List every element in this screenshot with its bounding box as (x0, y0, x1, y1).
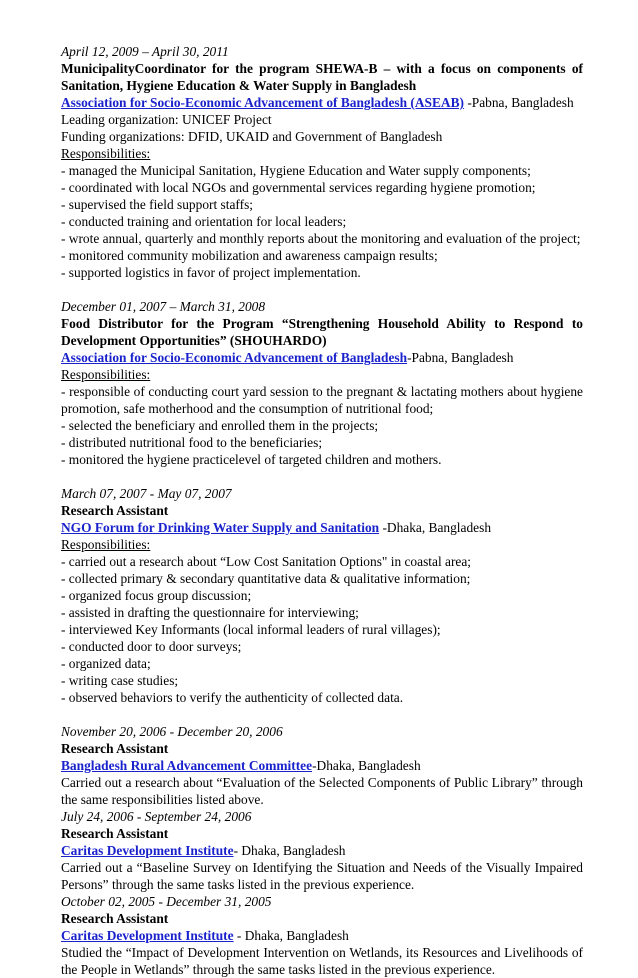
entry-title: Research Assistant (61, 911, 169, 926)
responsibility-item: - responsible of conducting court yard session to the pregnant & lactating mothers about hygiene promotion, safe motherhood and the consumption of nutritional food; (61, 384, 583, 416)
experience-entry (61, 43, 583, 281)
organization-link[interactable]: NGO Forum for Drinking Water Supply and Sanitation (61, 520, 380, 535)
experience-entry (61, 893, 583, 978)
entry-location: -Dhaka, Bangladesh (379, 520, 492, 535)
entry-date: December 01, 2007 – March 31, 2008 (61, 299, 266, 314)
responsibility-item: - collected primary & secondary quantitative data & qualitative information; (61, 571, 471, 586)
responsibility-item: - monitored the hygiene practicelevel of targeted children and mothers. (61, 452, 442, 467)
responsibility-item: - observed behaviors to verify the authenticity of collected data. (61, 690, 404, 705)
entry-date: November 20, 2006 - December 20, 2006 (61, 724, 283, 739)
responsibility-item: - supervised the field support staffs; (61, 197, 254, 212)
entry-date: July 24, 2006 - September 24, 2006 (61, 809, 252, 824)
experience-entry (61, 723, 583, 808)
responsibility-item: - managed the Municipal Sanitation, Hygiene Education and Water supply components; (61, 163, 531, 178)
entry-detail: Funding organizations: DFID, UKAID and Government of Bangladesh (61, 129, 443, 144)
responsibilities-heading: Responsibilities: (61, 367, 151, 382)
responsibility-item: - interviewed Key Informants (local informal leaders of rural villages); (61, 622, 441, 637)
entry-organization-line (61, 927, 583, 944)
responsibility-item: - assisted in drafting the questionnaire for interviewing; (61, 605, 359, 620)
entry-description: Carried out a research about “Evaluation of the Selected Components of Public Library” through the same responsibilities listed above. (61, 775, 583, 807)
entry-description: Carried out a “Baseline Survey on Identifying the Situation and Needs of the Visually Impaired Persons” through the same tasks listed in the previous experience. (61, 860, 583, 892)
organization-link[interactable]: Association for Socio-Economic Advancement of Bangladesh (ASEAB) (61, 95, 464, 110)
entry-organization-line (61, 842, 583, 859)
responsibility-item: - supported logistics in favor of project implementation. (61, 265, 361, 280)
entry-location: -Dhaka, Bangladesh (312, 758, 421, 773)
entry-organization-line (61, 757, 583, 774)
experience-entry (61, 485, 583, 706)
experience-entry (61, 808, 583, 893)
responsibilities-heading: Responsibilities: (61, 537, 151, 552)
entry-location: - Dhaka, Bangladesh (233, 928, 349, 943)
resume-experience-section (61, 43, 583, 978)
entry-title: MunicipalityCoordinator for the program SHEWA-B – with a focus on components of Sanitation, Hygiene Education & Water Supply in Bangladesh (61, 61, 583, 93)
entry-organization-line (61, 94, 583, 111)
responsibility-item: - wrote annual, quarterly and monthly reports about the monitoring and evaluation of the project; (61, 231, 581, 246)
entry-date: March 07, 2007 - May 07, 2007 (61, 486, 232, 501)
organization-link[interactable]: Bangladesh Rural Advancement Committee (61, 758, 313, 773)
entry-date: April 12, 2009 – April 30, 2011 (61, 44, 229, 59)
entry-description: Studied the “Impact of Development Intervention on Wetlands, its Resources and Livelihoods of the People in Wetlands” through the same tasks listed in the previous experience. (61, 945, 583, 977)
entry-title: Research Assistant (61, 826, 169, 841)
responsibility-item: - conducted door to door surveys; (61, 639, 242, 654)
entry-detail: Leading organization: UNICEF Project (61, 112, 272, 127)
responsibility-item: - monitored community mobilization and awareness campaign results; (61, 248, 438, 263)
entry-organization-line (61, 349, 583, 366)
entry-title: Research Assistant (61, 503, 169, 518)
entry-title: Research Assistant (61, 741, 169, 756)
entry-location: -Pabna, Bangladesh (407, 350, 514, 365)
responsibility-item: - organized data; (61, 656, 151, 671)
responsibility-item: - carried out a research about “Low Cost Sanitation Options" in coastal area; (61, 554, 472, 569)
responsibility-item: - distributed nutritional food to the beneficiaries; (61, 435, 323, 450)
entry-organization-line (61, 519, 583, 536)
responsibility-item: - coordinated with local NGOs and governmental services regarding hygiene promotion; (61, 180, 536, 195)
responsibility-item: - organized focus group discussion; (61, 588, 252, 603)
experience-entry (61, 298, 583, 468)
entry-date: October 02, 2005 - December 31, 2005 (61, 894, 272, 909)
responsibility-item: - conducted training and orientation for local leaders; (61, 214, 347, 229)
responsibility-item: - writing case studies; (61, 673, 179, 688)
organization-link[interactable]: Association for Socio-Economic Advancement of Bangladesh (61, 350, 408, 365)
entry-location: - Dhaka, Bangladesh (233, 843, 346, 858)
entry-location: -Pabna, Bangladesh (463, 95, 574, 110)
organization-link[interactable]: Caritas Development Institute (61, 928, 234, 943)
entry-title: Food Distributor for the Program “Strengthening Household Ability to Respond to Development Opportunities” (SHOUHARDO) (61, 316, 583, 348)
organization-link[interactable]: Caritas Development Institute (61, 843, 234, 858)
responsibility-item: - selected the beneficiary and enrolled them in the projects; (61, 418, 379, 433)
responsibilities-heading: Responsibilities: (61, 146, 151, 161)
